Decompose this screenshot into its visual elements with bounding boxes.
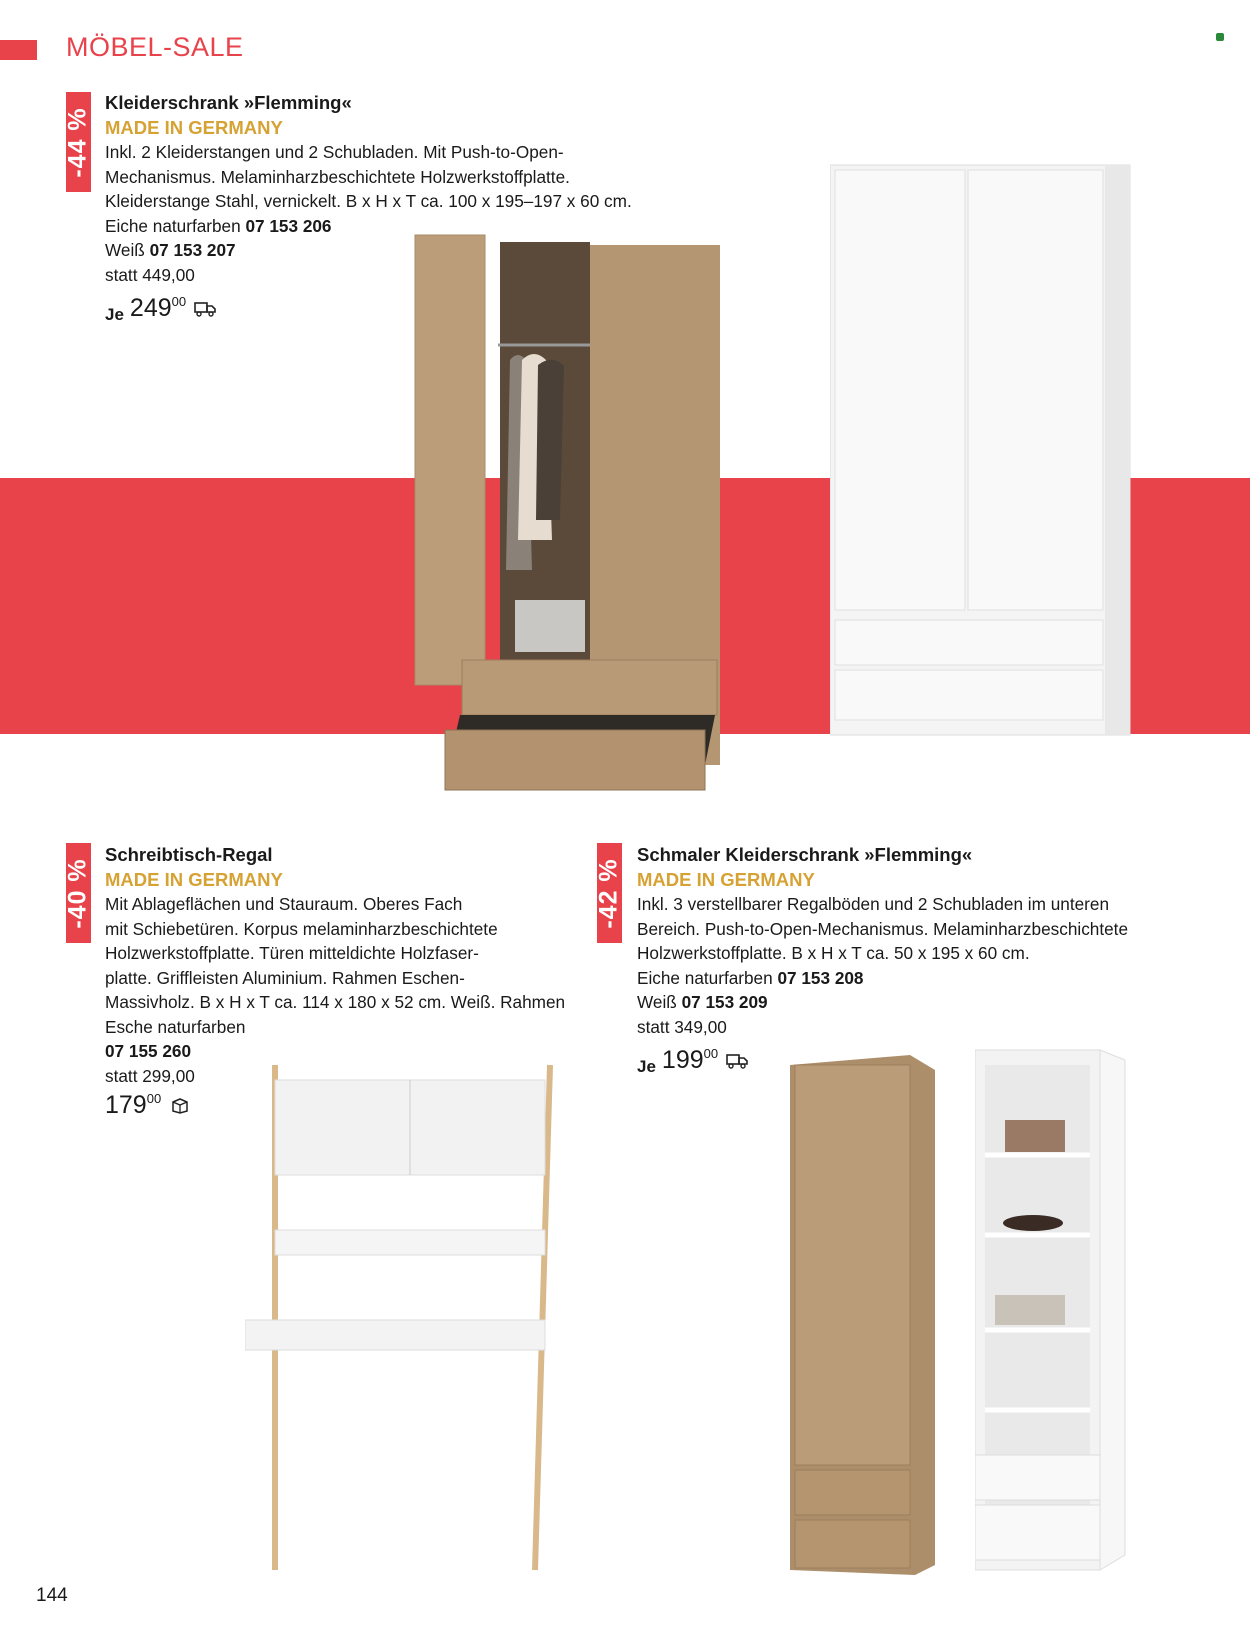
white-wardrobe-image — [830, 160, 1140, 750]
old-price: statt 299,00 — [105, 1065, 195, 1086]
product-title: Schmaler Kleiderschrank »Flemming« — [637, 844, 973, 865]
price: 179 00 — [105, 1090, 665, 1120]
old-price: statt 449,00 — [105, 264, 195, 285]
truck-icon — [194, 301, 216, 317]
desc-line: platte. Griffleisten Aluminium. Rahmen Eschen- — [105, 967, 465, 988]
desk-shelf-image — [245, 1060, 585, 1580]
desc-line: Massivholz. B x H x T ca. 114 x 180 x 52 cm. Weiß. Rahmen — [105, 992, 566, 1012]
truck-icon — [726, 1053, 748, 1069]
oak-wardrobe-image — [410, 230, 770, 830]
desc-line: Mit Ablageflächen und Stauraum. Oberes Fach — [105, 894, 463, 914]
variant-row: Weiß 07 153 207 — [105, 240, 236, 260]
page-number: 144 — [36, 1585, 68, 1606]
price: Je 249 00 — [105, 293, 665, 328]
discount-badge: -42 % — [597, 843, 622, 943]
product-title: Schreibtisch-Regal — [105, 844, 273, 865]
variant-row: Eiche naturfarben 07 153 206 — [105, 215, 332, 236]
desc-line: Holzwerkstoffplatte. Türen mitteldichte Holzfaser- — [105, 943, 479, 963]
variant-row: Weiß 07 153 209 — [637, 992, 768, 1012]
desc-line: Holzwerkstoffplatte. B x H x T ca. 50 x 195 x 60 cm. — [637, 943, 1030, 963]
narrow-oak-wardrobe-image — [785, 1050, 945, 1580]
variant-row: Eiche naturfarben 07 153 208 — [637, 967, 864, 988]
corner-mark-icon — [1216, 33, 1224, 41]
made-in-label: MADE IN GERMANY — [105, 868, 283, 890]
price: Je 199 00 — [637, 1045, 1237, 1080]
package-icon — [169, 1098, 191, 1114]
desc-line: Esche naturfarben — [105, 1016, 246, 1037]
narrow-white-wardrobe-image — [975, 1045, 1145, 1580]
article-code: 07 155 260 — [105, 1041, 192, 1061]
header-accent-bar — [0, 40, 37, 60]
desc-line: mit Schiebetüren. Korpus melaminharzbeschichtete — [105, 918, 498, 939]
product-title: Kleiderschrank »Flemming« — [105, 92, 352, 113]
desc-line: Bereich. Push-to-Open-Mechanismus. Melaminharzbeschichtete — [637, 918, 1129, 939]
made-in-label: MADE IN GERMANY — [637, 868, 815, 890]
made-in-label: MADE IN GERMANY — [105, 116, 283, 138]
desc-line: Inkl. 2 Kleiderstangen und 2 Schubladen. Mit Push-to-Open- — [105, 142, 564, 162]
desc-line: Mechanismus. Melaminharzbeschichtete Holzwerkstoffplatte. — [105, 166, 570, 187]
discount-badge: -40 % — [66, 843, 91, 943]
desc-line: Inkl. 3 verstellbarer Regalböden und 2 Schubladen im unteren — [637, 894, 1110, 914]
product-narrow-wardrobe — [637, 843, 1237, 1080]
old-price: statt 349,00 — [637, 1016, 727, 1037]
page-title: MÖBEL-SALE — [66, 32, 244, 62]
desc-line: Kleiderstange Stahl, vernickelt. B x H x T ca. 100 x 195–197 x 60 cm. — [105, 191, 632, 211]
discount-badge: -44 % — [66, 92, 91, 192]
